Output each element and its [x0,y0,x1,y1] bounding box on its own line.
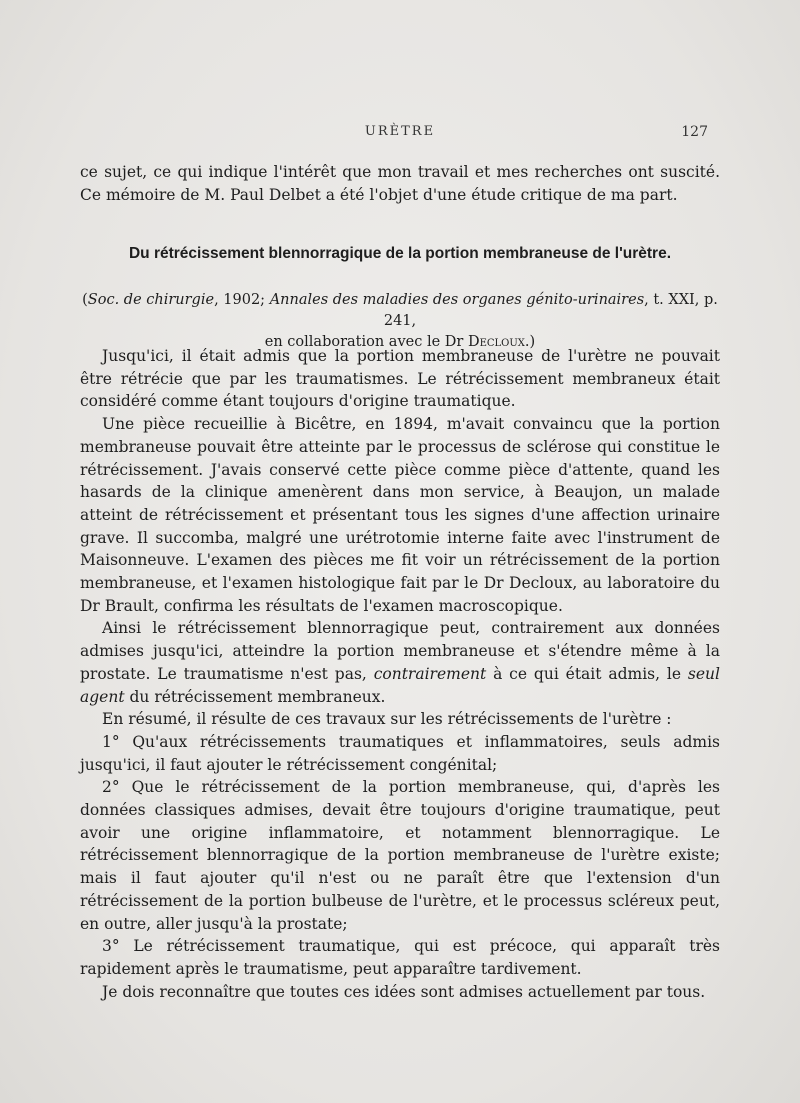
running-title: URÈTRE [364,124,436,139]
paragraph-3-emphasis-1: contrairement [373,664,487,683]
section-title: Du rétrécissement blennorragique de la portion membraneuse de l'urètre. [128,245,672,262]
list-item-3: 3° Le rétrécissement traumatique, qui est précoce, qui apparaît très rapidement après le traumatisme, peut apparaître tardivement. [80,937,720,978]
list-item-2: 2° Que le rétrécissement de la portion membraneuse, qui, d'après les données classiques admises, devait être toujours d'origine traumatique, peut avoir une origine inflammatoire, et notamment blennorragique. Le rétrécissement blennorragique de la portion membraneuse de l'urètre existe; mais il faut ajouter qu'il n'est ou ne paraît être que l'extension d'un rétrécissement de la portion bulbeuse de l'urètre, et le processus scléreux peut, en outre, aller jusqu'à la prostate; [80,778,720,933]
citation-society: Soc. de chirurgie [87,292,215,308]
paragraph-3-text-a: Ainsi le rétrécissement blennorragique peut, contrairement aux données admises jusqu'ici, atteindre la portion membraneuse et s'étendre même à la prostate. Le traumatisme n'est pas, [80,619,720,683]
citation-open: ( [82,292,88,308]
running-header [0,124,800,146]
citation-collaboration: en collaboration avec le Dr [264,334,468,350]
paragraph-3 [80,617,720,708]
paragraph-3-text-b: à ce qui était admis, le [486,664,688,683]
citation-author: Decloux [467,334,525,350]
paragraph-3-text-c: du rétrécissement membraneux. [124,687,386,706]
paragraph-4: En résumé, il résulte de ces travaux sur les rétrécissements de l'urètre : [102,710,672,729]
paragraph-2: Une pièce recueillie à Bicêtre, en 1894, m'avait convaincu que la portion membraneuse pouvait être atteinte par le processus de sclérose qui constitue le rétrécissement. J'avais conservé cette pièce comme pièce d'attente, quand les hasards de la clinique amenèrent dans mon service, à Beaujon, un malade atteint de rétrécissement et présentant tous les signes d'une affection urinaire grave. Il succomba, malgré une urétrotomie interne faite avec l'instrument de Maisonneuve. L'examen des pièces me fit voir un rétrécissement de la portion membraneuse, et l'examen histologique fait par le Dr Decloux, au laboratoire du Dr Brault, confirma les résultats de l'examen macroscopique. [80,415,720,615]
list-item-1: 1° Qu'aux rétrécissements traumatiques et inflammatoires, seuls admis jusqu'ici, il faut ajouter le rétrécissement congénital; [80,732,720,774]
intro-paragraph [80,161,720,206]
citation-close: .) [524,334,536,350]
citation-year: , 1902; [214,292,270,308]
citation-reference: , t. XXI, p. 241, [383,292,718,329]
paragraph-3-emphasis-2: seul agent [80,664,720,706]
citation-journal: Annales des maladies des organes génito-urinaires [269,292,645,308]
intro-text: ce sujet, ce qui indique l'intérêt que mon travail et mes recherches ont suscité. Ce mémoire de M. Paul Delbet a été l'objet d'une étude critique de ma part. [80,163,720,204]
citation [70,290,730,353]
paragraph-1: Jusqu'ici, il était admis que la portion membraneuse de l'urètre ne pouvait être rétrécie que par les traumatismes. Le rétrécissement membraneux était considéré comme étant toujours d'origine traumatique. [80,347,720,411]
main-text [80,345,720,1003]
page-number: 127 [681,124,708,140]
paragraph-final: Je dois reconnaître que toutes ces idées sont admises actuellement par tous. [102,982,706,1001]
